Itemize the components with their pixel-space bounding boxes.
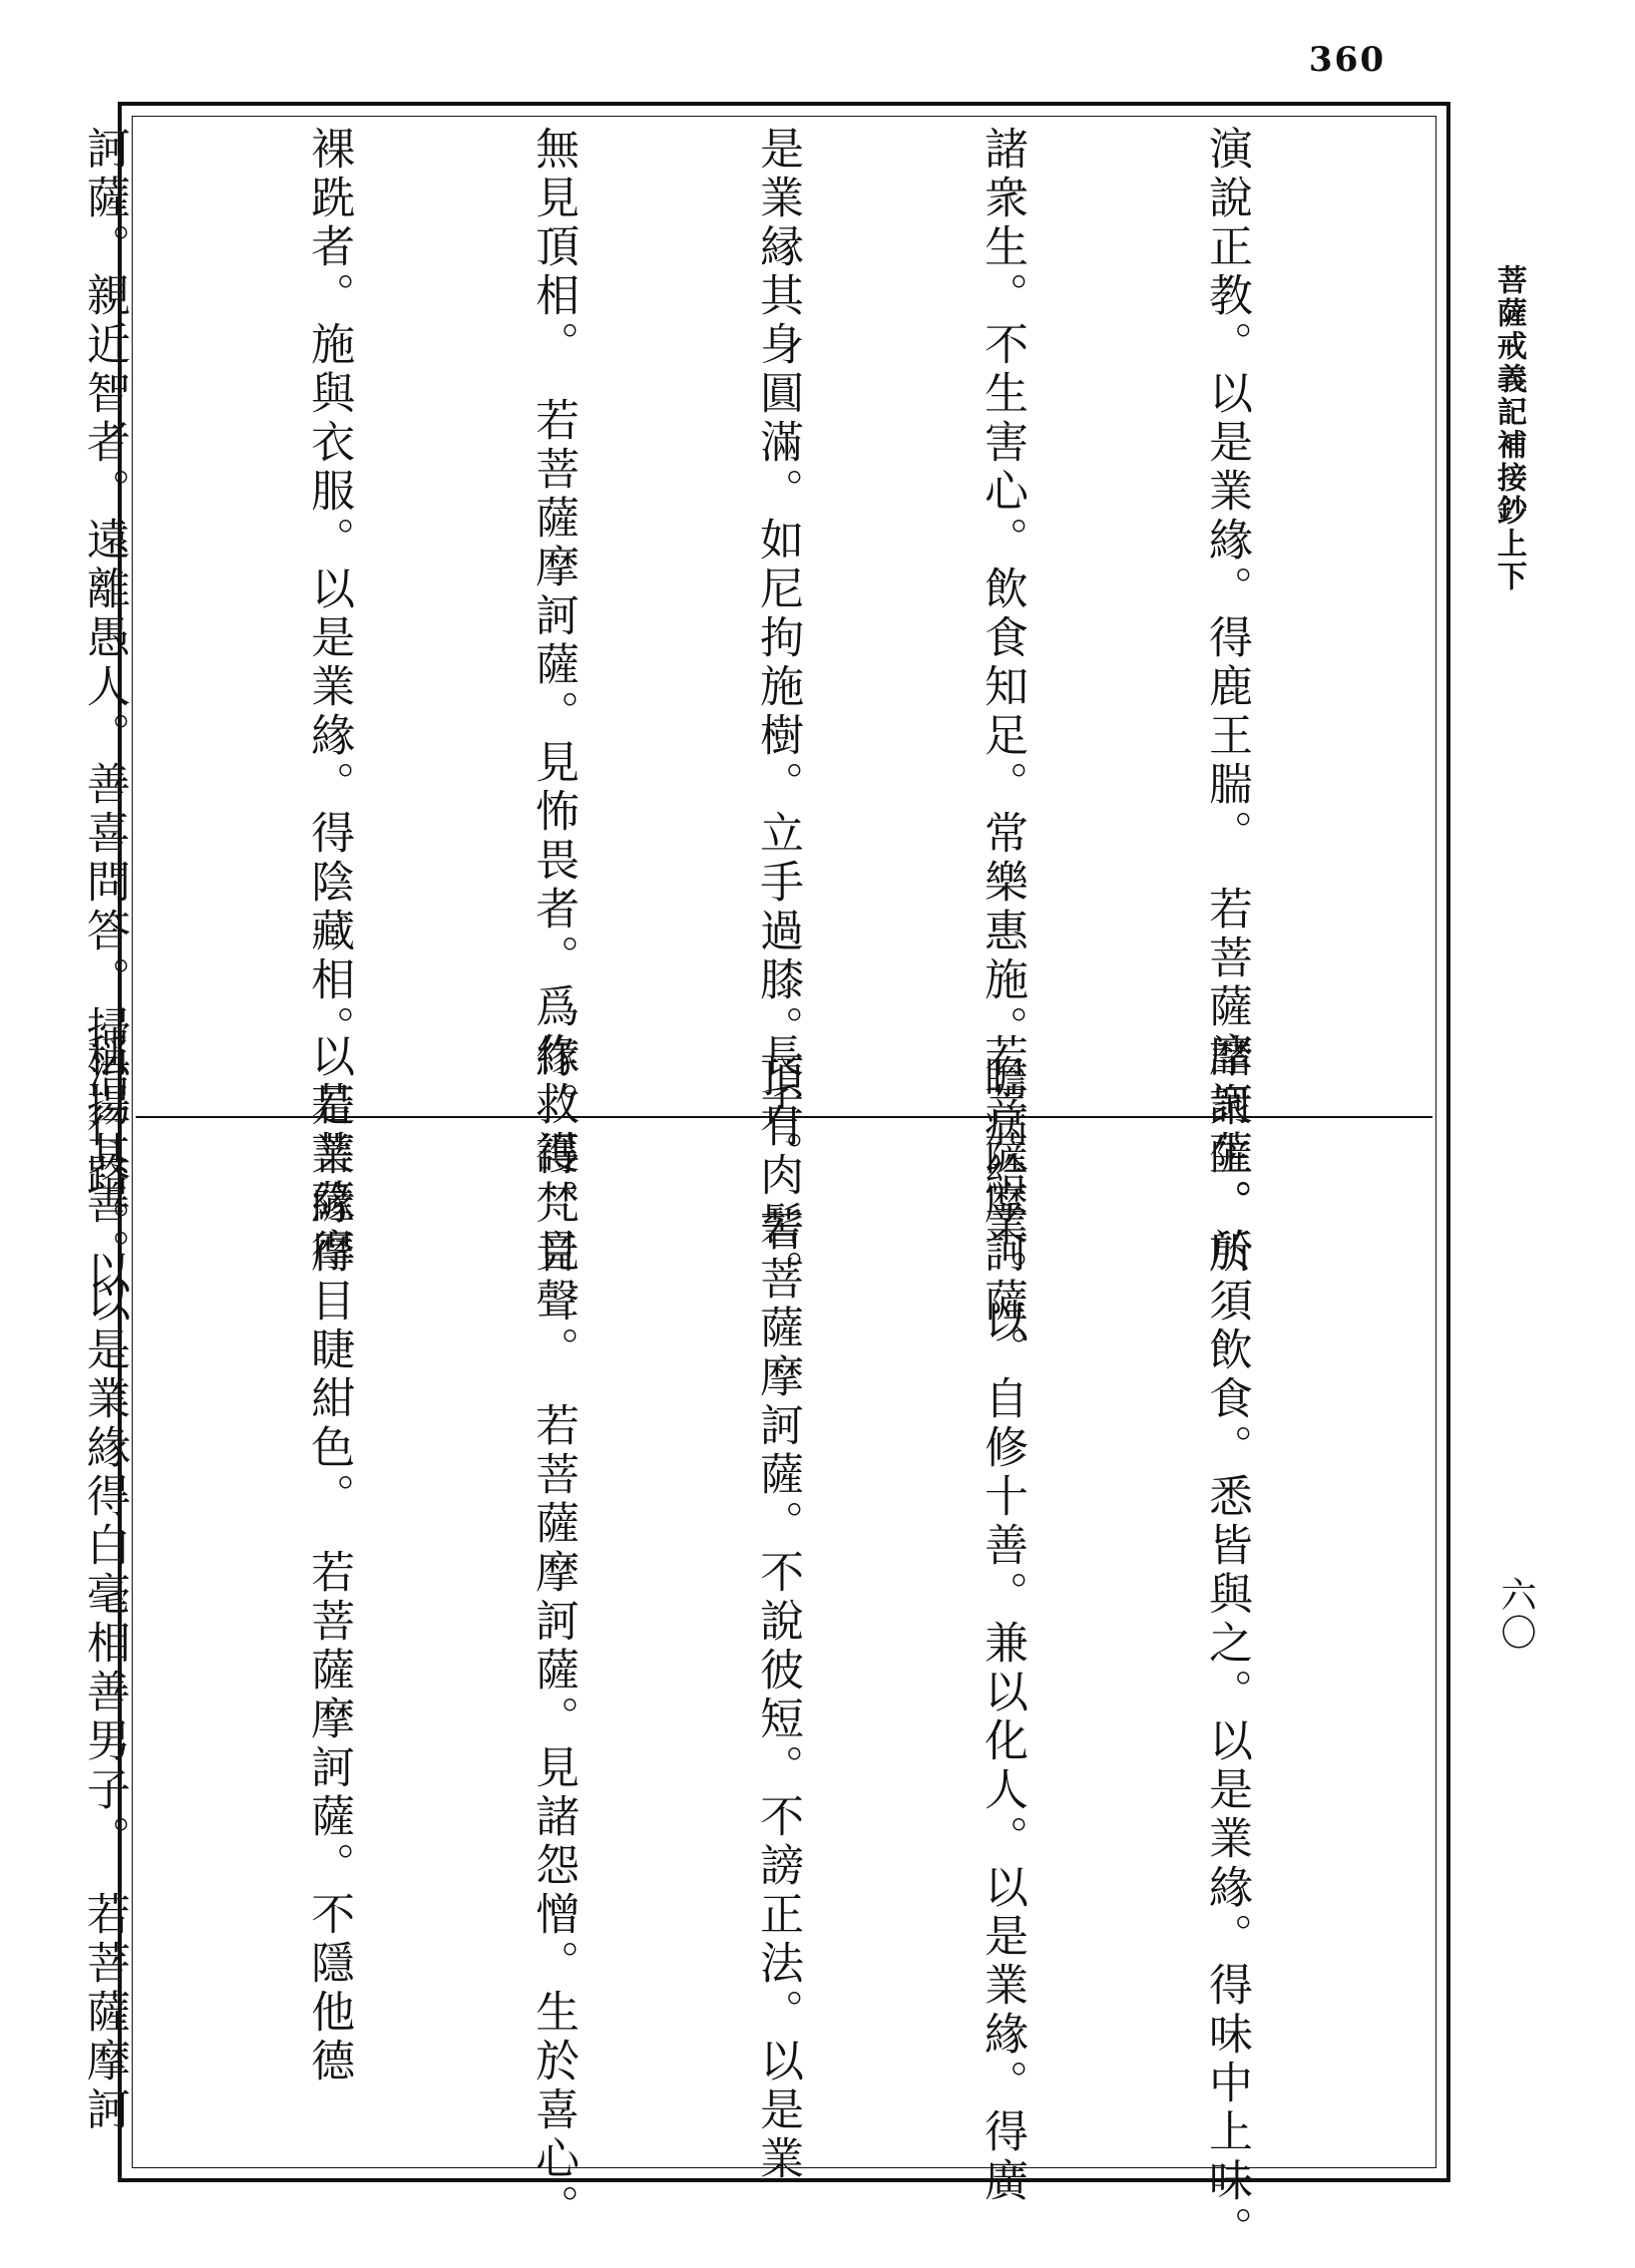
folio-number: 六〇 [1495,1576,1536,1652]
text-column: 稱揚其善。以是業緣得白毫相善男子。 若菩薩摩訶 [79,1033,130,2135]
text-column: 諸衆生。不生害心。飲食知足。常樂惠施。瞻病給業。以 [977,126,1027,1347]
text-column: 緣。得梵音聲。 若菩薩摩訶薩。見諸怨憎。生於喜心。 [528,1033,579,2233]
text-column: 裸跣者。施與衣服。以是業緣。得陰藏相。 若菩薩摩 [303,126,354,1277]
text-column: 諸衆生。所須飲食。悉皆與之。以是業緣。得味中上味。 [1201,1033,1252,2255]
text-column: 長舌。 若菩薩摩訶薩。不說彼短。不謗正法。以是業 [752,1033,803,2184]
running-title: 菩薩戒義記補接鈔上下 [1491,264,1526,593]
text-column: 訶薩。親近智者。遠離愚人。善喜問答。掃治行路。以 [79,126,130,1299]
text-column: 無見頂相。 若菩薩摩訶薩。見怖畏者。爲作救護。見 [528,126,579,1277]
text-column: 演說正教。以是業緣。得鹿王腨。 若菩薩摩訶薩。於 [1201,126,1252,1277]
text-column: 以是業緣得目睫紺色。 若菩薩摩訶薩。不隱他德 [303,1033,354,2086]
page-number: 360 [1309,40,1386,80]
lower-text-block [0,1033,1414,2255]
upper-text-block [0,126,1414,1347]
text-column: 若菩薩摩訶薩。自修十善。兼以化人。以是業緣。得廣 [977,1033,1027,2206]
text-column: 是業縁其身圓滿。如尼拘施樹。立手過膝。頂有肉髻。 [752,126,803,1299]
